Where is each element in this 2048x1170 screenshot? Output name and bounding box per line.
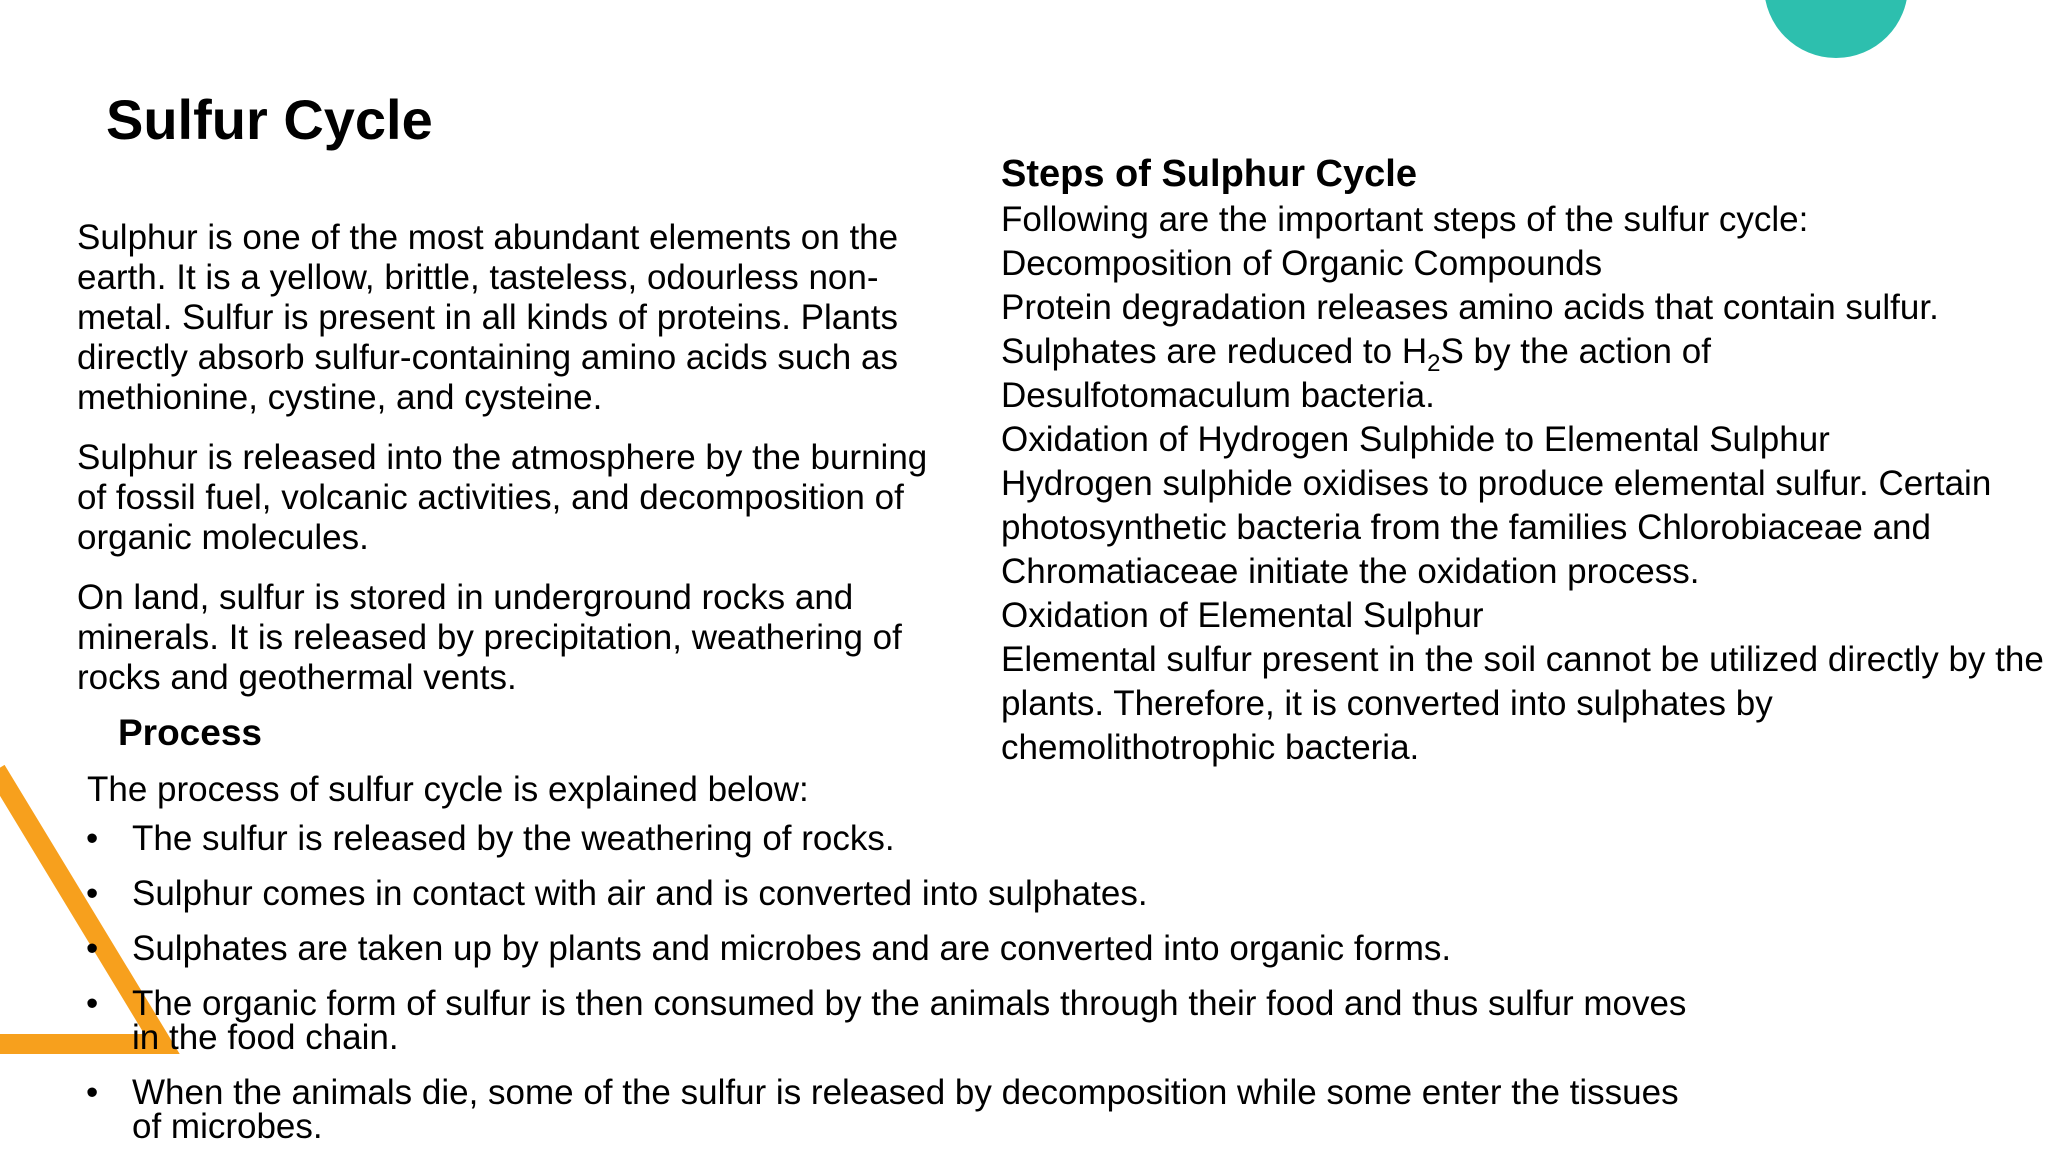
intro-paragraph: On land, sulfur is stored in underground rocks and minerals. It is released by precipitation, weathering of rocks and geothermal vents. xyxy=(77,578,902,697)
bullet-marker: • xyxy=(86,1073,99,1112)
step-text xyxy=(1001,330,2046,377)
process-bullet-list xyxy=(86,819,1687,1165)
step-text-part: Sulphates are reduced to H xyxy=(1001,332,1428,371)
step-text: Desulfotomaculum bacteria. xyxy=(1001,376,1435,415)
bullet-text: The sulfur is released by the weathering of rocks. xyxy=(132,819,895,858)
list-item xyxy=(86,929,1686,968)
step-title-decomposition: Decomposition of Organic Compounds xyxy=(1001,244,1603,283)
list-item xyxy=(86,874,1686,913)
step-title-oxidation-h2s: Oxidation of Hydrogen Sulphide to Elemental Sulphur xyxy=(1001,420,1830,459)
bullet-marker: • xyxy=(86,874,99,913)
steps-heading: Steps of Sulphur Cycle xyxy=(1001,153,1417,195)
bullet-text: Sulphur comes in contact with air and is converted into sulphates. xyxy=(132,874,1148,913)
steps-section xyxy=(1001,150,2046,770)
step-text: Protein degradation releases amino acids that contain sulfur. xyxy=(1001,288,1939,327)
bullet-text: Sulphates are taken up by plants and microbes and are converted into organic forms. xyxy=(132,929,1452,968)
process-heading: Process xyxy=(118,712,262,753)
step-text: Hydrogen sulphide oxidises to produce elemental sulfur. Certain photosynthetic bacteria from the families Chlorobiaceae and Chromatiaceae initiate the oxidation process. xyxy=(1001,464,1992,591)
step-text: Elemental sulfur present in the soil cannot be utilized directly by the plants. Therefore, it is converted into sulphates by chemolithotrophic bacteria. xyxy=(1001,640,2044,767)
subscript: 2 xyxy=(1427,350,1441,377)
bullet-marker: • xyxy=(86,929,99,968)
decorative-teal-circle xyxy=(1764,0,1908,58)
step-text-part: S by the action of xyxy=(1440,332,1711,371)
step-title-oxidation-elemental: Oxidation of Elemental Sulphur xyxy=(1001,596,1484,635)
intro-paragraph: Sulphur is released into the atmosphere by the burning of fossil fuel, volcanic activities, and decomposition of organic molecules. xyxy=(77,438,928,557)
bullet-text: The organic form of sulfur is then consumed by the animals through their food and thus sulfur moves in the food chain. xyxy=(132,984,1687,1057)
list-item xyxy=(86,819,1686,858)
bullet-text: When the animals die, some of the sulfur is released by decomposition while some enter the tissues of microbes. xyxy=(132,1073,1679,1146)
page-title: Sulfur Cycle xyxy=(106,88,433,151)
intro-paragraph: Sulphur is one of the most abundant elements on the earth. It is a yellow, brittle, tasteless, odourless non-metal. Sulfur is present in all kinds of proteins. Plants directly absorb sulfur-containing amino acids such as methionine, cystine, and cysteine. xyxy=(77,218,899,417)
list-item xyxy=(86,1073,1692,1146)
process-intro: The process of sulfur cycle is explained below: xyxy=(87,770,809,809)
list-item xyxy=(86,984,1692,1057)
bullet-marker: • xyxy=(86,984,99,1023)
intro-section xyxy=(77,218,937,718)
steps-intro: Following are the important steps of the sulfur cycle: xyxy=(1001,200,1809,239)
bullet-marker: • xyxy=(86,819,99,858)
